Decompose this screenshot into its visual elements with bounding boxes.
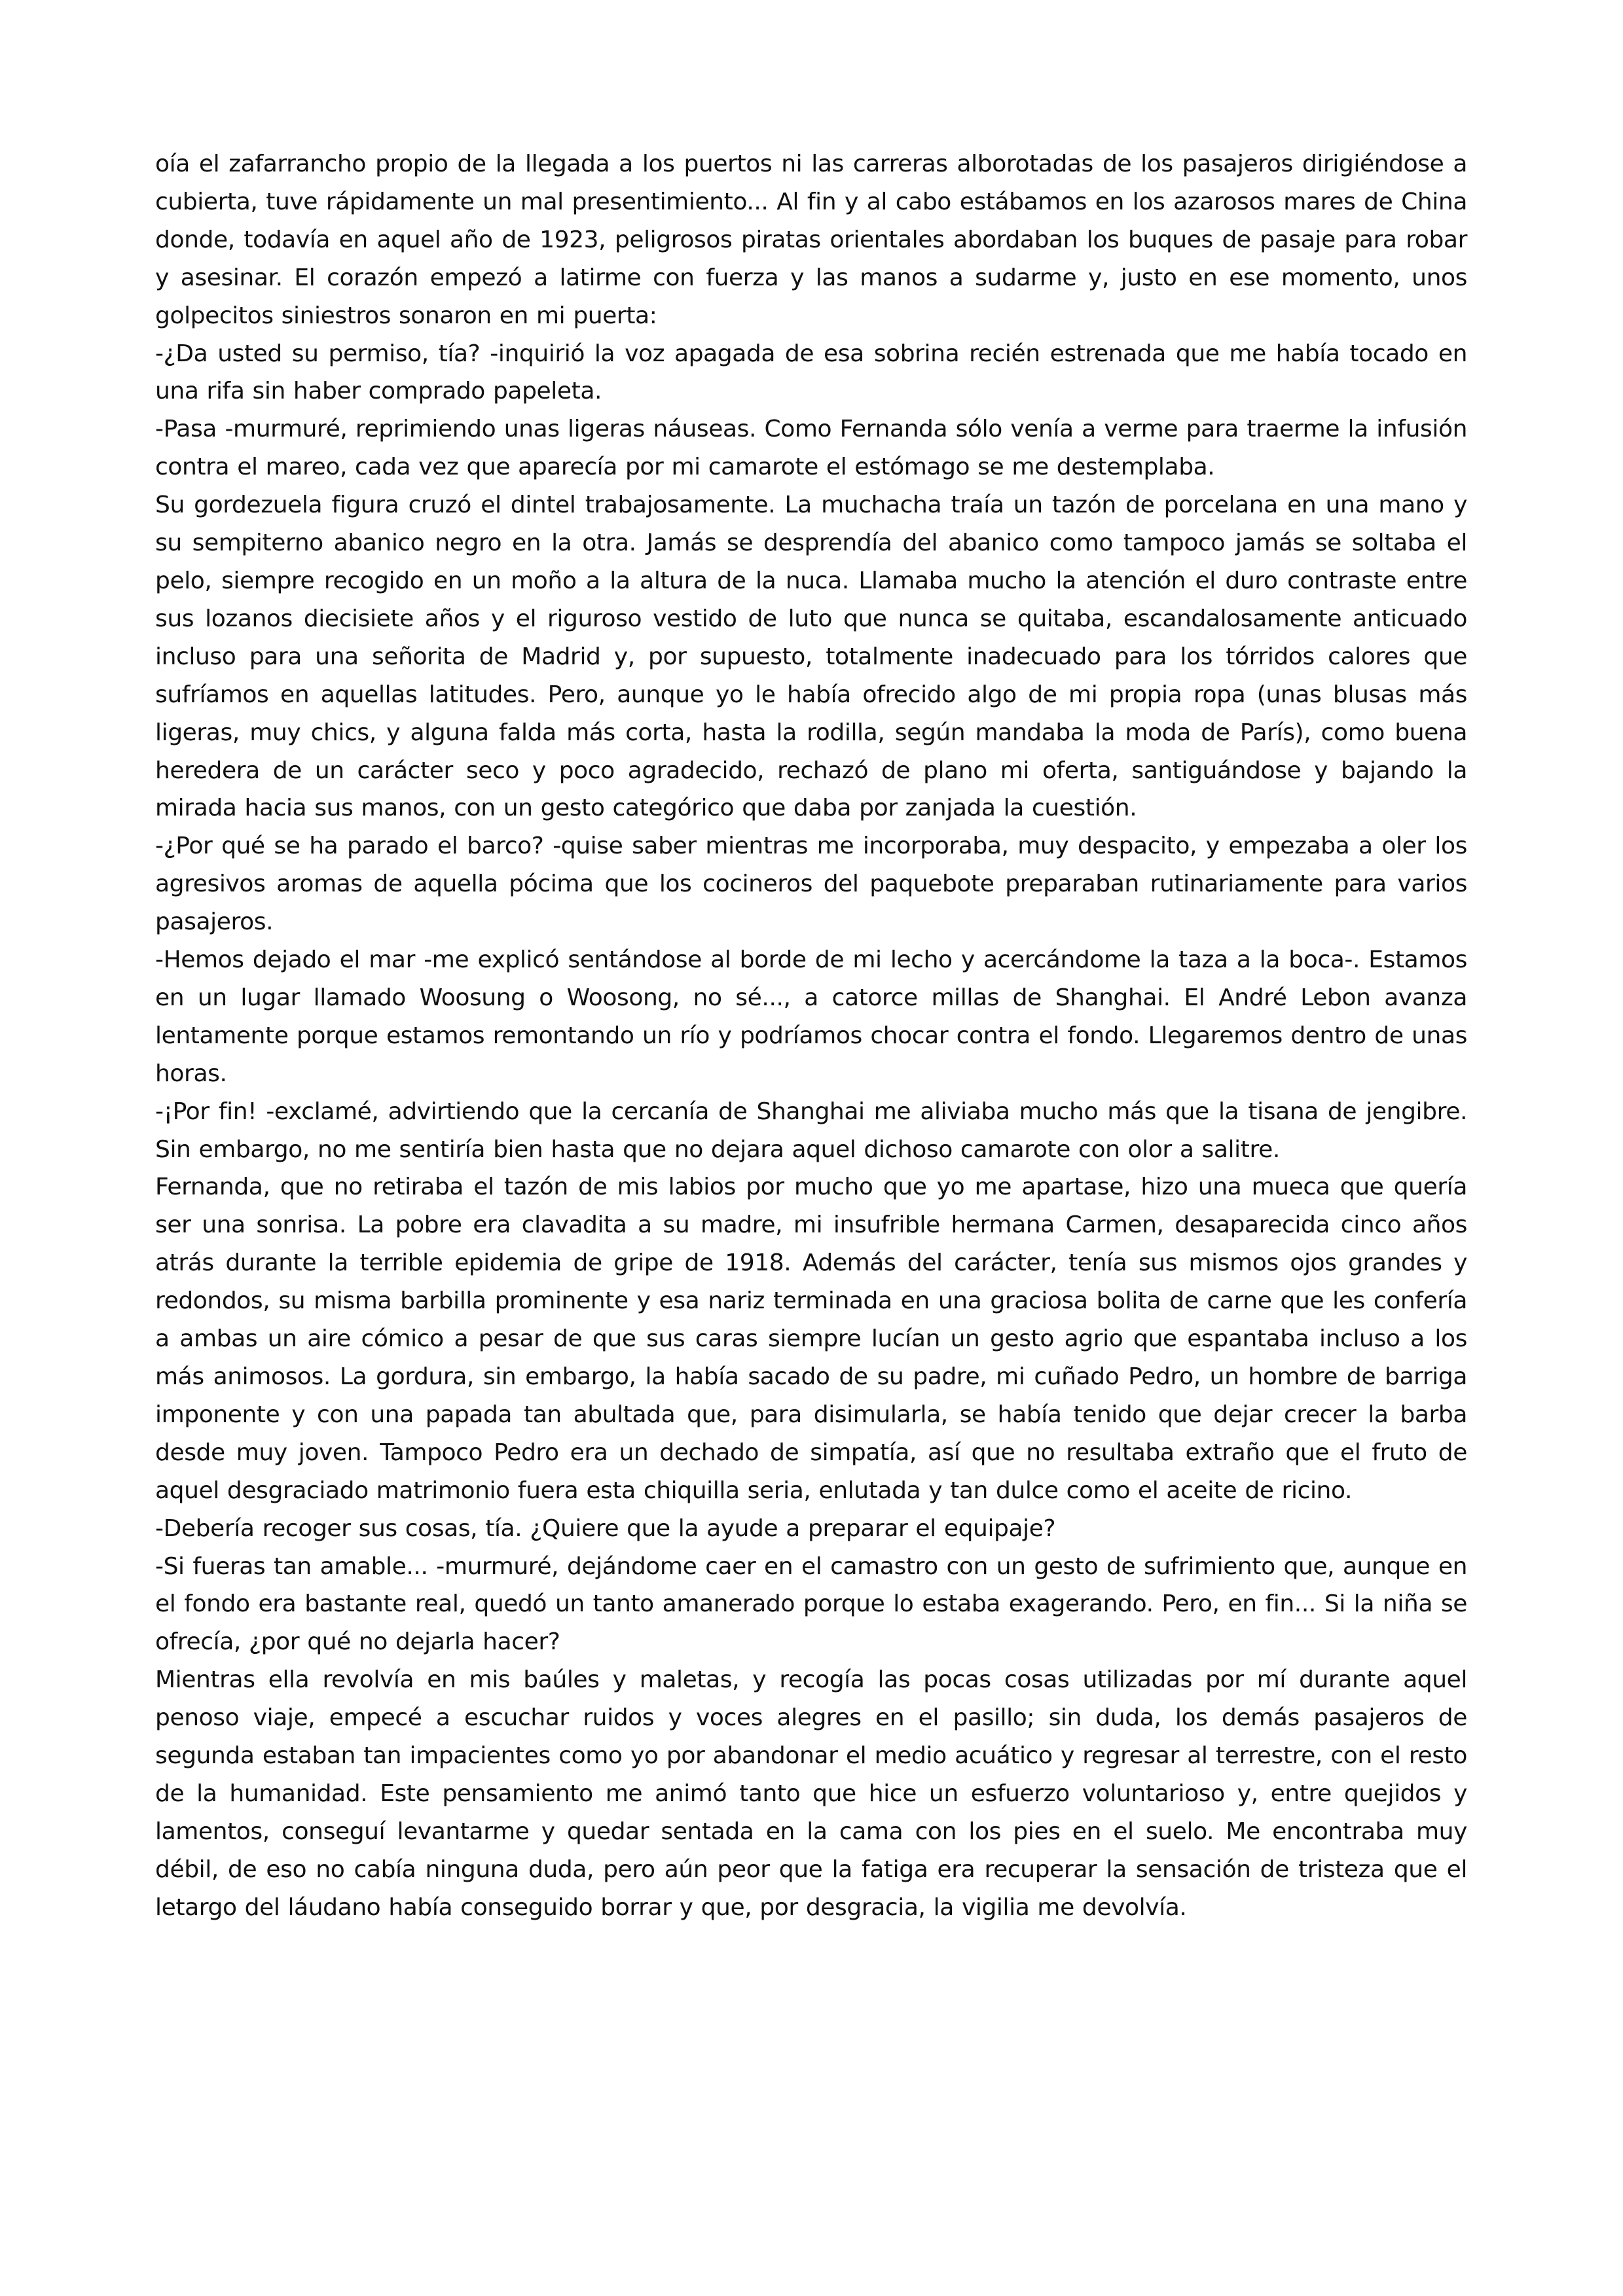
paragraph: -Si fueras tan amable... -murmuré, dejándome caer en el camastro con un gesto de sufrimiento que, aunque en el fondo era bastante real, quedó un tanto amanerado porque lo estaba exagerando. Pero, en fin... Si la niña se ofrecía, ¿por qué no dejarla hacer?	[155, 1552, 1467, 1656]
paragraph: -Pasa -murmuré, reprimiendo unas ligeras náuseas. Como Fernanda sólo venía a verme para traerme la infusión contra el mareo, cada vez que aparecía por mi camarote el estómago se me destemplaba.	[155, 416, 1467, 481]
paragraph: Su gordezuela figura cruzó el dintel trabajosamente. La muchacha traía un tazón de porcelana en una mano y su sempiterno abanico negro en la otra. Jamás se desprendía del abanico como tampoco jamás se soltaba el pelo, siempre recogido en un moño a la altura de la nuca. Llamaba mucho la atención el duro contraste entre sus lozanos diecisiete años y el riguroso vestido de luto que nunca se quitaba, escandalosamente anticuado incluso para una señorita de Madrid y, por supuesto, totalmente inadecuado para los tórridos calores que sufríamos en aquellas latitudes. Pero, aunque yo le había ofrecido algo de mi propia ropa (unas blusas más ligeras, muy chics, y alguna falda más corta, hasta la rodilla, según mandaba la moda de París), como buena heredera de un carácter seco y poco agradecido, rechazó de plano mi oferta, santiguándose y bajando la mirada hacia sus manos, con un gesto categórico que daba por zanjada la cuestión.	[155, 492, 1467, 822]
document-body	[155, 145, 1467, 1927]
paragraph: Mientras ella revolvía en mis baúles y maletas, y recogía las pocas cosas utilizadas por mí durante aquel penoso viaje, empecé a escuchar ruidos y voces alegres en el pasillo; sin duda, los demás pasajeros de segunda estaban tan impacientes como yo por abandonar el medio acuático y regresar al terrestre, con el resto de la humanidad. Este pensamiento me animó tanto que hice un esfuerzo voluntarioso y, entre quejidos y lamentos, conseguí levantarme y quedar sentada en la cama con los pies en el suelo. Me encontraba muy débil, de eso no cabía ninguna duda, pero aún peor que la fatiga era recuperar la sensación de tristeza que el letargo del láudano había conseguido borrar y que, por desgracia, la vigilia me devolvía.	[155, 1666, 1467, 1921]
paragraph: -¿Por qué se ha parado el barco? -quise saber mientras me incorporaba, muy despacito, y empezaba a oler los agresivos aromas de aquella pócima que los cocineros del paquebote preparaban rutinariamente para varios pasajeros.	[155, 833, 1467, 936]
paragraph: Fernanda, que no retiraba el tazón de mis labios por mucho que yo me apartase, hizo una mueca que quería ser una sonrisa. La pobre era clavadita a su madre, mi insufrible hermana Carmen, desaparecida cinco años atrás durante la terrible epidemia de gripe de 1918. Además del carácter, tenía sus mismos ojos grandes y redondos, su misma barbilla prominente y esa nariz terminada en una graciosa bolita de carne que les confería a ambas un aire cómico a pesar de que sus caras siempre lucían un gesto agrio que espantaba incluso a los más animosos. La gordura, sin embargo, la había sacado de su padre, mi cuñado Pedro, un hombre de barriga imponente y con una papada tan abultada que, para disimularla, se había tenido que dejar crecer la barba desde muy joven. Tampoco Pedro era un dechado de simpatía, así que no resultaba extraño que el fruto de aquel desgraciado matrimonio fuera esta chiquilla seria, enlutada y tan dulce como el aceite de ricino.	[155, 1174, 1467, 1504]
paragraph: -¡Por fin! -exclamé, advirtiendo que la cercanía de Shanghai me aliviaba mucho más que la tisana de jengibre. Sin embargo, no me sentiría bien hasta que no dejara aquel dichoso camarote con olor a salitre.	[155, 1098, 1467, 1163]
paragraph: -¿Da usted su permiso, tía? -inquirió la voz apagada de esa sobrina recién estrenada que me había tocado en una rifa sin haber comprado papeleta.	[155, 340, 1467, 405]
paragraph: -Hemos dejado el mar -me explicó sentándose al borde de mi lecho y acercándome la taza a la boca-. Estamos en un lugar llamado Woosung o Woosong, no sé..., a catorce millas de Shanghai. El André Lebon avanza lentamente porque estamos remontando un río y podríamos chocar contra el fondo. Llegaremos dentro de unas horas.	[155, 946, 1467, 1087]
paragraph: oía el zafarrancho propio de la llegada a los puertos ni las carreras alborotadas de los pasajeros dirigiéndose a cubierta, tuve rápidamente un mal presentimiento... Al fin y al cabo estábamos en los azarosos mares de China donde, todavía en aquel año de 1923, peligrosos piratas orientales abordaban los buques de pasaje para robar y asesinar. El corazón empezó a latirme con fuerza y las manos a sudarme y, justo en ese momento, unos golpecitos siniestros sonaron en mi puerta:	[155, 151, 1467, 329]
paragraph: -Debería recoger sus cosas, tía. ¿Quiere que la ayude a preparar el equipaje?	[155, 1515, 1056, 1542]
